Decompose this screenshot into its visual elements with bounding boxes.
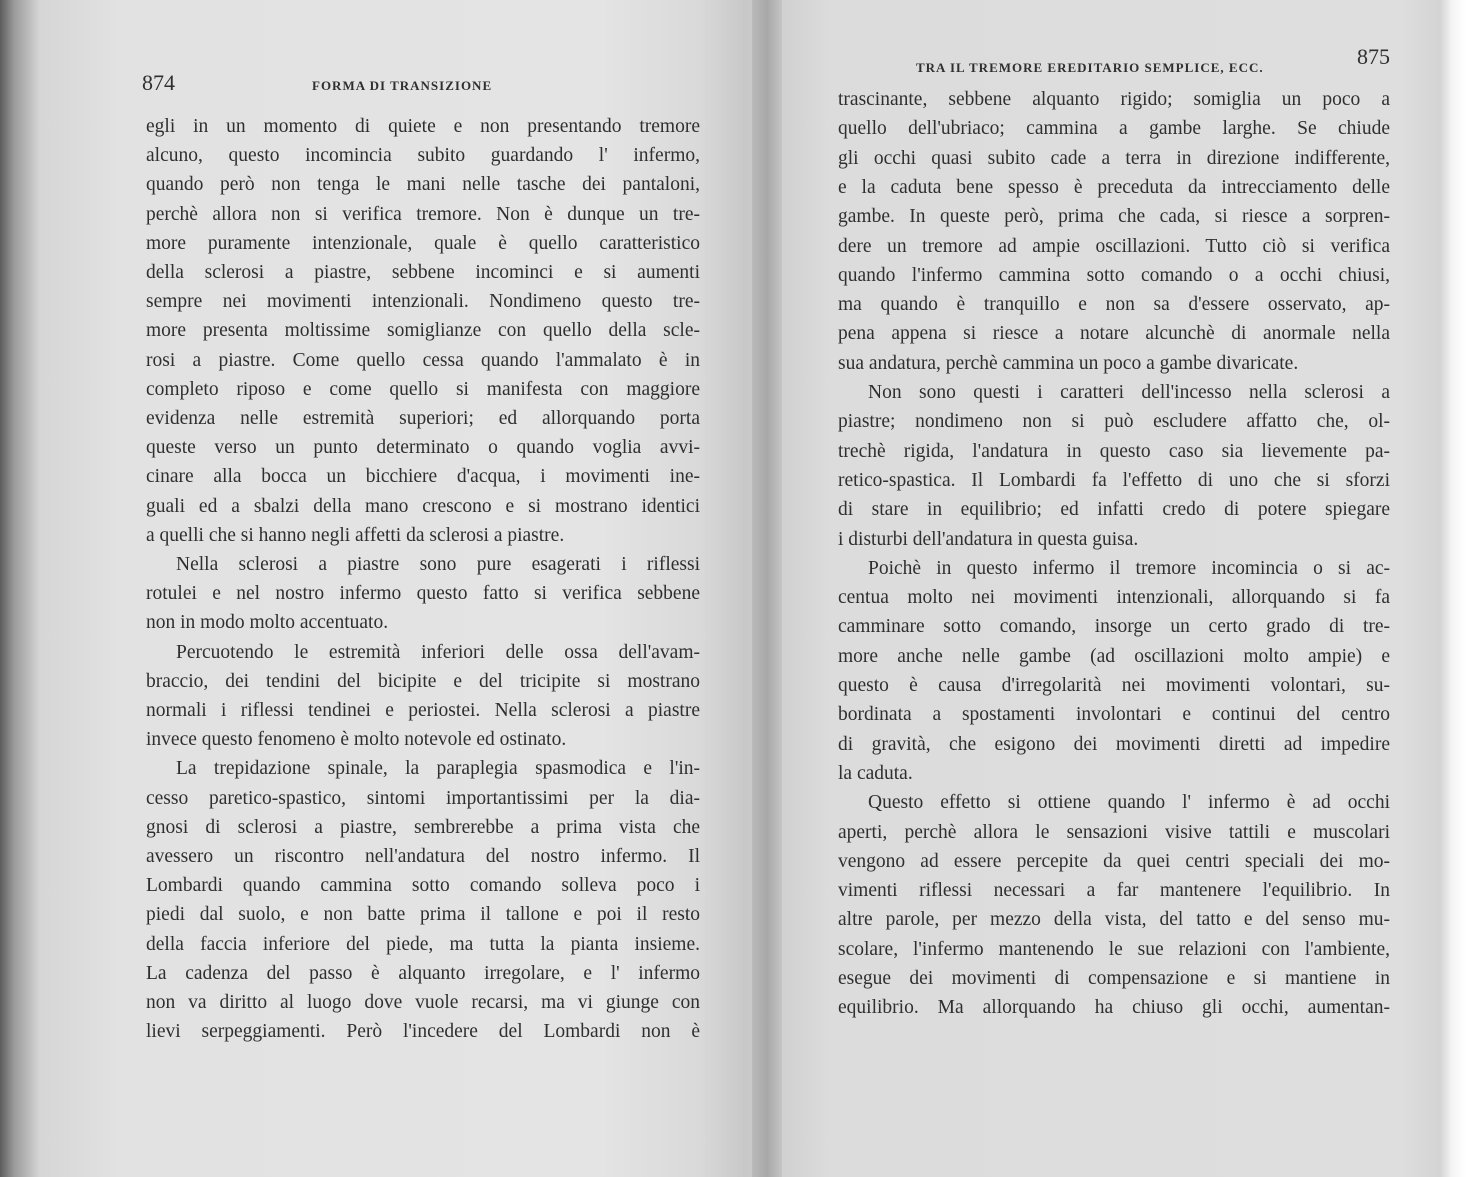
text-line: non va diritto al luogo dove vuole recarsi, ma vi giunge con [146,992,700,1013]
text-line: della sclerosi a piastre, sebbene incominci e si aumenti [146,262,700,283]
text-line: La cadenza del passo è alquanto irregolare, e l' infermo [146,962,700,984]
text-line: piedi dal suolo, e non batte prima il tallone e poi il resto [146,904,700,926]
text-line: quando l'infermo cammina sotto comando o a occhi chiusi, [838,264,1390,286]
text-line: piastre; nondimeno non si può escludere affatto che, ol- [838,411,1390,433]
text-line: i disturbi dell'andatura in questa guisa. [838,528,1139,550]
text-line: quello dell'ubriaco; cammina a gambe larghe. Se chiude [838,118,1390,140]
text-line: invece questo fenomeno è molto notevole ed ostinato. [146,729,567,751]
right-running-head [820,44,1390,76]
text-line: Poichè in questo infermo il tremore incomincia o si ac- [868,557,1390,579]
text-line: braccio, dei tendini del bicipite e del tricipite si mostrano [146,670,700,692]
text-line: cinare alla bocca un bicchiere d'acqua, i movimenti ine- [146,466,700,488]
text-line: gambe. In queste però, prima che cada, si riesce a sorpren- [838,206,1390,228]
text-line: aperti, perchè allora le sensazioni visive tattili e muscolari [838,821,1390,843]
text-line: questo è causa d'irregolarità nei movimenti volontari, su- [838,675,1390,696]
text-line: della faccia inferiore del piede, ma tutta la pianta insieme. [146,933,700,955]
book-gutter [752,0,782,1177]
right-header-title: TRA IL TREMORE EREDITARIO SEMPLICE, ECC. [916,60,1264,75]
text-line: Nella sclerosi a piastre sono pure esagerati i riflessi [176,554,700,575]
text-line: sua andatura, perchè cammina un poco a gambe divaricate. [838,352,1299,374]
right-page [820,0,1390,1177]
text-line: rosi a piastre. Come quello cessa quando l'ammalato è in [146,349,700,371]
text-line: e la caduta bene spesso è preceduta da intrecciamento delle [838,176,1390,198]
text-line: cesso paretico-spastico, sintomi importantissimi per la dia- [146,787,700,809]
text-line: gli occhi quasi subito cade a terra in direzione indifferente, [838,147,1390,169]
text-line: lievi serpeggiamenti. Però l'incedere del Lombardi non è [146,1021,700,1043]
left-running-head [100,70,700,100]
text-line: sempre nei movimenti intenzionali. Nondimeno questo tre- [146,291,700,313]
right-page-number: 875 [1357,44,1390,69]
text-line: di stare in equilibrio; ed infatti credo di potere spiegare [838,499,1390,521]
text-line: retico-spastica. Il Lombardi fa l'effetto di uno che si sforzi [838,469,1390,491]
text-line: pena appena si riesce a notare alcunchè di anormale nella [838,323,1390,345]
text-line: bordinata a spostamenti involontari e continui del centro [838,704,1390,726]
text-line: more puramente intenzionale, quale è quello caratteristico [146,232,700,254]
text-line: non in modo molto accentuato. [146,612,389,634]
text-line: normali i riflessi tendinei e periostei. Nella sclerosi a piastre [146,700,700,721]
left-header-title: FORMA DI TRANSIZIONE [312,78,493,93]
text-line: evidenza nelle estremità superiori; ed allorquando porta [146,408,700,429]
left-page [100,0,700,1177]
text-line: vengono ad essere percepite da quei centri speciali dei mo- [838,850,1390,872]
text-line: Questo effetto si ottiene quando l' infermo è ad occhi [868,792,1390,814]
text-line: centua molto nei movimenti intenzionali, allorquando si fa [838,587,1390,609]
text-line: queste verso un punto determinato o quando voglia avvi- [146,437,700,459]
text-line: La trepidazione spinale, la paraplegia spasmodica e l'in- [176,758,700,780]
text-line: guali ed a sbalzi della mano crescono e si mostrano identici [146,495,700,517]
text-line: la caduta. [838,762,913,784]
text-line: vimenti riflessi necessari a far mantenere l'equilibrio. In [838,880,1390,902]
text-line: more anche nelle gambe (ad oscillazioni molto ampie) e [838,645,1390,667]
text-line: more presenta moltissime somiglianze con quello della scle- [146,320,700,342]
text-line: completo riposo e come quello si manifesta con maggiore [146,378,700,400]
text-line: trechè rigida, l'andatura in questo caso sia lievemente pa- [838,440,1390,462]
text-line: quando però non tenga le mani nelle tasche dei pantaloni, [146,174,700,196]
text-line: gnosi di sclerosi a piastre, sembrerebbe a prima vista che [146,816,700,838]
text-line: a quelli che si hanno negli affetti da sclerosi a piastre. [146,524,565,546]
text-line: avessero un riscontro nell'andatura del nostro infermo. Il [146,846,700,867]
text-line: scolare, l'infermo mantenendo le sue relazioni con l'ambiente, [838,938,1390,960]
text-line: Percuotendo le estremità inferiori delle ossa dell'avam- [176,641,700,663]
text-line: dere un tremore ad ampie oscillazioni. Tutto ciò si verifica [838,235,1390,257]
text-line: Lombardi quando cammina sotto comando solleva poco i [146,875,700,897]
text-line: trascinante, sebbene alquanto rigido; somiglia un poco a [838,89,1390,110]
text-line: perchè allora non si verifica tremore. Non è dunque un tre- [146,203,700,225]
text-line: di gravità, che esigono dei movimenti diretti ad impedire [838,733,1390,755]
text-line: equilibrio. Ma allorquando ha chiuso gli occhi, aumentan- [838,997,1390,1019]
text-line: alcuno, questo incomincia subito guardando l' infermo, [146,145,700,167]
text-line: altre parole, per mezzo della vista, del tatto e del senso mu- [838,909,1390,931]
text-line: esegue dei movimenti di compensazione e si mantiene in [838,968,1390,989]
text-line: ma quando è tranquillo e non sa d'essere osservato, ap- [838,294,1390,316]
text-line: Non sono questi i caratteri dell'incesso nella sclerosi a [868,382,1390,403]
left-page-number: 874 [142,70,175,95]
text-line: rotulei e nel nostro infermo questo fatto si verifica sebbene [146,583,700,605]
text-line: egli in un momento di quiete e non presentando tremore [146,116,700,137]
text-line: camminare sotto comando, insorge un certo grado di tre- [838,616,1390,638]
